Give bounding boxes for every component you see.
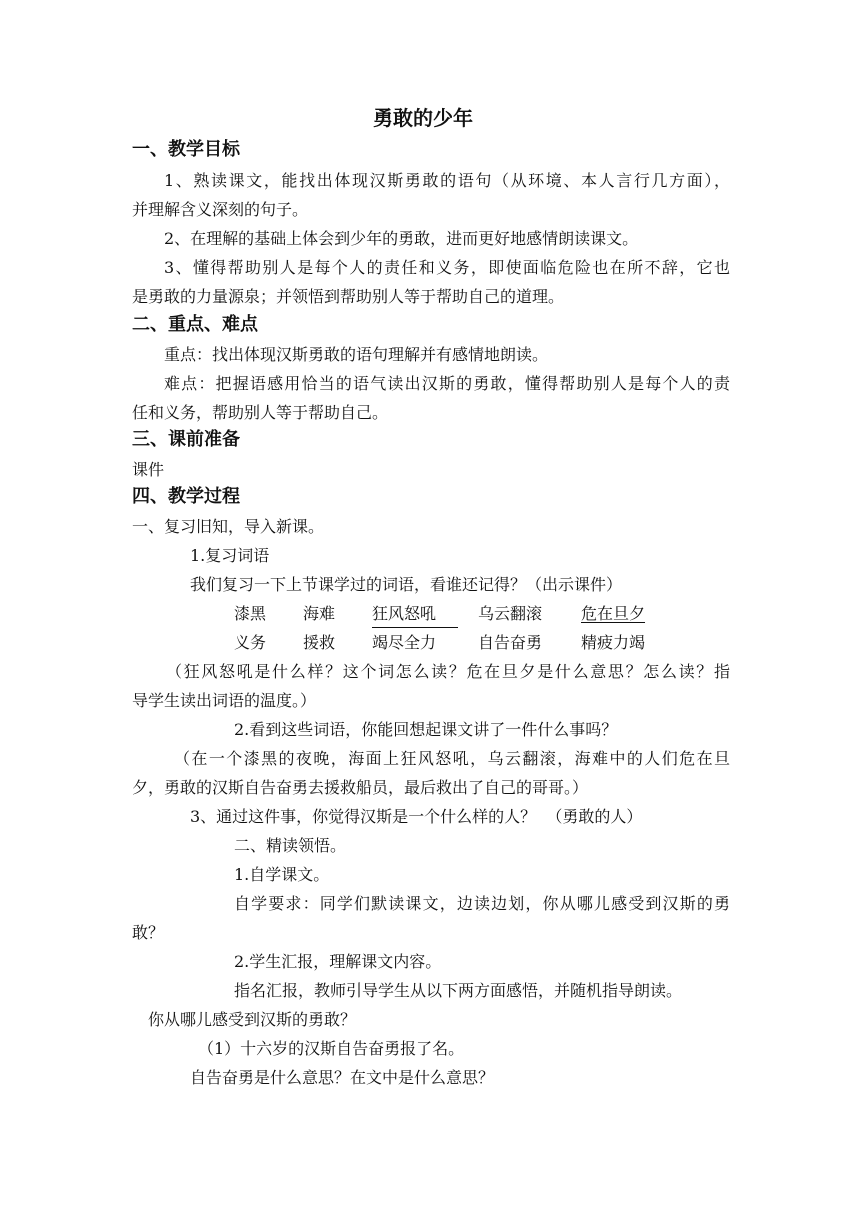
- paragraph-line: 二、精读领悟。: [234, 836, 347, 855]
- paragraph-line: 自告奋勇是什么意思？在文中是什么意思？: [190, 1068, 495, 1087]
- paragraph-line: 3、通过这件事，你觉得汉斯是一个什么样的人？ （勇敢的人）: [190, 807, 643, 826]
- vocab-word: 海难: [303, 604, 336, 623]
- vocab-word: 援救: [303, 633, 336, 652]
- paragraph-line: （在一个漆黑的夜晚，海面上狂风怒吼，乌云翻滚，海难中的人们危在旦: [174, 749, 730, 768]
- paragraph-line: （1）十六岁的汉斯自告奋勇报了名。: [198, 1039, 465, 1058]
- paragraph-line: （狂风怒吼是什么样？这个词怎么读？危在旦夕是什么意思？怎么读？指: [166, 662, 730, 681]
- paragraph-line: 一、复习旧知，导入新课。: [132, 517, 325, 536]
- section-heading-process: 四、教学过程: [132, 486, 240, 507]
- paragraph-line: 3、懂得帮助别人是每个人的责任和义务，即使面临危险也在所不辞，它也: [164, 258, 730, 277]
- paragraph-line: 指名汇报，教师引导学生从以下两方面感悟，并随机指导朗读。: [234, 981, 683, 1000]
- paragraph-line: 自学要求：同学们默读课文，边读边划，你从哪儿感受到汉斯的勇: [234, 894, 730, 913]
- vocab-word: 竭尽全力: [372, 633, 437, 652]
- paragraph-line: 难点：把握语感用恰当的语气读出汉斯的勇敢，懂得帮助别人是每个人的责: [164, 374, 730, 393]
- paragraph-line: 2.看到这些词语，你能回想起课文讲了一件什么事吗？: [234, 720, 618, 739]
- vocab-word: 漆黑: [234, 604, 267, 623]
- vocab-word-underlined: 狂风怒吼: [372, 602, 458, 628]
- paragraph-line: 2、在理解的基础上体会到少年的勇敢，进而更好地感情朗读课文。: [164, 229, 639, 248]
- paragraph-line: 敢？: [132, 923, 165, 942]
- vocab-word: 乌云翻滚: [478, 604, 543, 623]
- page-title: 勇敢的少年: [373, 106, 473, 130]
- paragraph-line: 1.复习词语: [190, 546, 270, 565]
- vocab-word-underlined: 危在旦夕: [581, 604, 646, 623]
- paragraph-line: 我们复习一下上节课学过的词语，看谁还记得？（出示课件）: [190, 575, 623, 594]
- vocab-word: 精疲力竭: [581, 633, 646, 652]
- section-heading-keypoints: 二、重点、难点: [132, 314, 258, 335]
- vocab-word: 自告奋勇: [478, 633, 543, 652]
- paragraph-line: 重点：找出体现汉斯勇敢的语句理解并有感情地朗读。: [164, 345, 549, 364]
- section-heading-objectives: 一、教学目标: [132, 139, 240, 160]
- section-heading-preparation: 三、课前准备: [132, 429, 240, 450]
- paragraph-line: 并理解含义深刻的句子。: [132, 200, 309, 219]
- paragraph-line: 任和义务，帮助别人等于帮助自己。: [132, 403, 389, 422]
- paragraph-line: 导学生读出词语的温度。）: [132, 691, 317, 710]
- paragraph-line: 你从哪儿感受到汉斯的勇敢？: [148, 1010, 357, 1029]
- paragraph-line: 课件: [132, 460, 165, 479]
- paragraph-line: 1.自学课文。: [234, 865, 330, 884]
- paragraph-line: 1、熟读课文，能找出体现汉斯勇敢的语句（从环境、本人言行几方面），: [164, 171, 730, 190]
- paragraph-line: 夕，勇敢的汉斯自告奋勇去援救船员，最后救出了自己的哥哥。）: [132, 778, 589, 797]
- paragraph-line: 是勇敢的力量源泉；并领悟到帮助别人等于帮助自己的道理。: [132, 287, 565, 306]
- paragraph-line: 2.学生汇报，理解课文内容。: [234, 952, 442, 971]
- vocab-word: 义务: [234, 633, 267, 652]
